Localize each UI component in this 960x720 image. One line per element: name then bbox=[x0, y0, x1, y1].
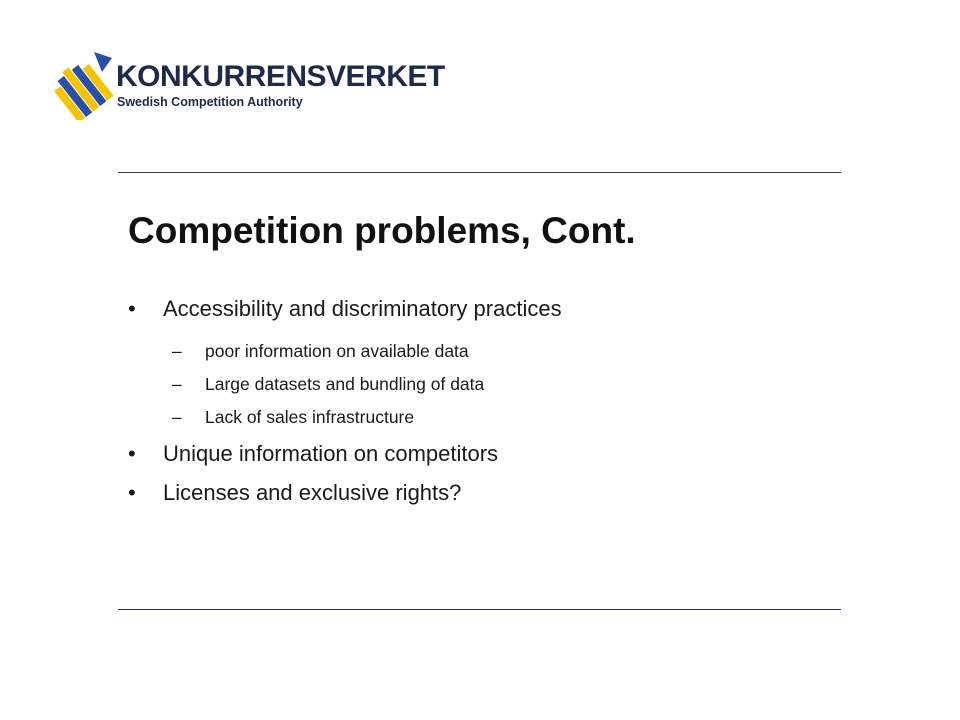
sub-bullet-marker: – bbox=[172, 374, 182, 394]
top-divider bbox=[118, 172, 841, 173]
bullet-text: Accessibility and discriminatory practices bbox=[163, 296, 562, 321]
bullet-marker: • bbox=[128, 296, 136, 321]
bullet-text: Unique information on competitors bbox=[163, 441, 499, 466]
sub-bullet-text: Large datasets and bundling of data bbox=[205, 374, 485, 394]
bullet-marker: • bbox=[128, 441, 136, 466]
bullet-text: Licenses and exclusive rights? bbox=[163, 480, 462, 505]
arrow-logo-icon bbox=[54, 50, 116, 120]
bottom-divider bbox=[118, 609, 841, 610]
sub-bullet-text: poor information on available data bbox=[205, 341, 469, 361]
sub-bullet-text: Lack of sales infrastructure bbox=[205, 407, 415, 427]
slide-title: Competition problems, Cont. bbox=[128, 210, 636, 251]
logo-subtitle: Swedish Competition Authority bbox=[117, 95, 303, 109]
sub-bullet-marker: – bbox=[172, 341, 182, 361]
logo bbox=[54, 50, 445, 120]
bullet-marker: • bbox=[128, 480, 136, 505]
logo-name: KONKURRENSVERKET bbox=[116, 60, 445, 93]
sub-bullet-marker: – bbox=[172, 407, 182, 427]
